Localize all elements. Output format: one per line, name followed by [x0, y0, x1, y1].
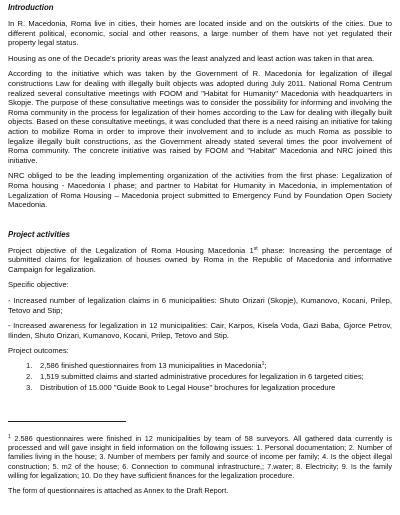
- outcome-item: 1. 2,586 finished questionnaires from 13 municipalities in Macedonia$^1$;: [26, 361, 267, 371]
- intro-paragraph-1: In R. Macedonia, Roma live in cities, their homes are located inside and on the outskirts of the cities. Due to different political, economic, social and other reasons, a large number of them have not yet regulated their property legal status.: [8, 19, 392, 48]
- project-objective: Project objective of the Legalization of Roma Housing Macedonia 1st phase: Increasing the percentage of submitted claims for legalization of houses owned by Roma in the Republic of Macedonia and informative Campaign for legalization.: [8, 245, 392, 274]
- outcome-item: 2. 1,519 submitted claims and started administrative procedures for legalization in 6 targeted cities;: [26, 372, 364, 382]
- section-gap: [8, 216, 392, 230]
- footnote-reference[interactable]: 1: [261, 361, 265, 368]
- footnote-divider: [8, 421, 126, 422]
- intro-paragraph-2: Housing as one of the Decade's priority areas was the least analyzed and least action was taken in that area.: [8, 53, 375, 63]
- project-activities-heading: Project activities: [8, 229, 70, 239]
- project-outcomes-label: Project outcomes:: [8, 346, 69, 356]
- intro-paragraph-3: According to the initiative which was taken by the Government of R. Macedonia for legalization of illegal constructions Law for dealing with illegally built objects was adopted during July 2011. National Roma Centrum realized several consultative meetings with FOOM and "Habitat for Humanity" Macedonia with headquarters in Skopje. The purpose of these consultative meetings was to consider the possibility for informing and involving the Roma community in the process for legalization of their homes according to the Law for dealing with illegally built objects. Based on these consultative meetings, it was concluded that there is a need raising an initiative for taking action to mobilize Roma in order to improve their involvement and to include as much Roma as possible to legalize illegally built constructions, as the Government already stated several times the poor involvement of Roma community. The concrete initiative was raised by FOOM and "Habitat" Macedonia and NRC joined this initiative.: [8, 69, 392, 165]
- outcomes-list: [8, 360, 392, 393]
- introduction-heading: Introduction: [8, 3, 54, 12]
- intro-paragraph-4: NRC obliged to be the leading implementing organization of the activities from the first phase: Legalization of Roma housing - Macedonia I phase; and partner to Habitat for Humanity in Macedonia, in implementation of Legalization of Roma Housing – Macedonia project submitted to Emergency Fund by Foundation Open Society Macedonia.: [8, 171, 392, 210]
- specific-objective-label: Specific objective:: [8, 280, 69, 290]
- specific-objective-item-1: - Increased number of legalization claims in 6 municipalities: Shuto Orizari (Skopje), Kumanovo, Kocani, Prilep, Tetovo and Stip;: [8, 296, 392, 315]
- footnote-annex-note: The form of questionnaires is attached as Annex to the Draft Report.: [8, 486, 229, 496]
- footnote-text: $^1$ 2.586 questionnaires were finished in 12 municipalities by team of 58 surveyors. All gathered data currently is processed and will gave insight in field information on the following issues: 1. Personal documentation; 2. Number of families living in the house; 3. Number of members per family and source of income per family; 4. Is the object illegal construction; 5. m2 of the house; 6. Connection to communal infrastructure,; 7.water; 8. Electricity; 9. Is the family willing for legalization; 10. Do they have sufficient finances for the legalization procedure.: [8, 434, 392, 480]
- ordinal-superscript: st: [253, 245, 258, 252]
- footnote-section: [8, 434, 392, 495]
- footnote-marker: 1: [8, 434, 11, 441]
- outcome-item: 3. Distribution of 15.000 "Guide Book to Legal House" brochures for legalization procedure: [26, 383, 336, 393]
- specific-objective-item-2: - Increased awareness for legalization in 12 municipalities: Cair, Karpos, Kisela Voda, Gazi Baba, Gjorce Petrov, Ilinden, Shuto Orizari, Kumanovo, Kocani, Prilep, Tetovo and Stip.: [8, 321, 392, 340]
